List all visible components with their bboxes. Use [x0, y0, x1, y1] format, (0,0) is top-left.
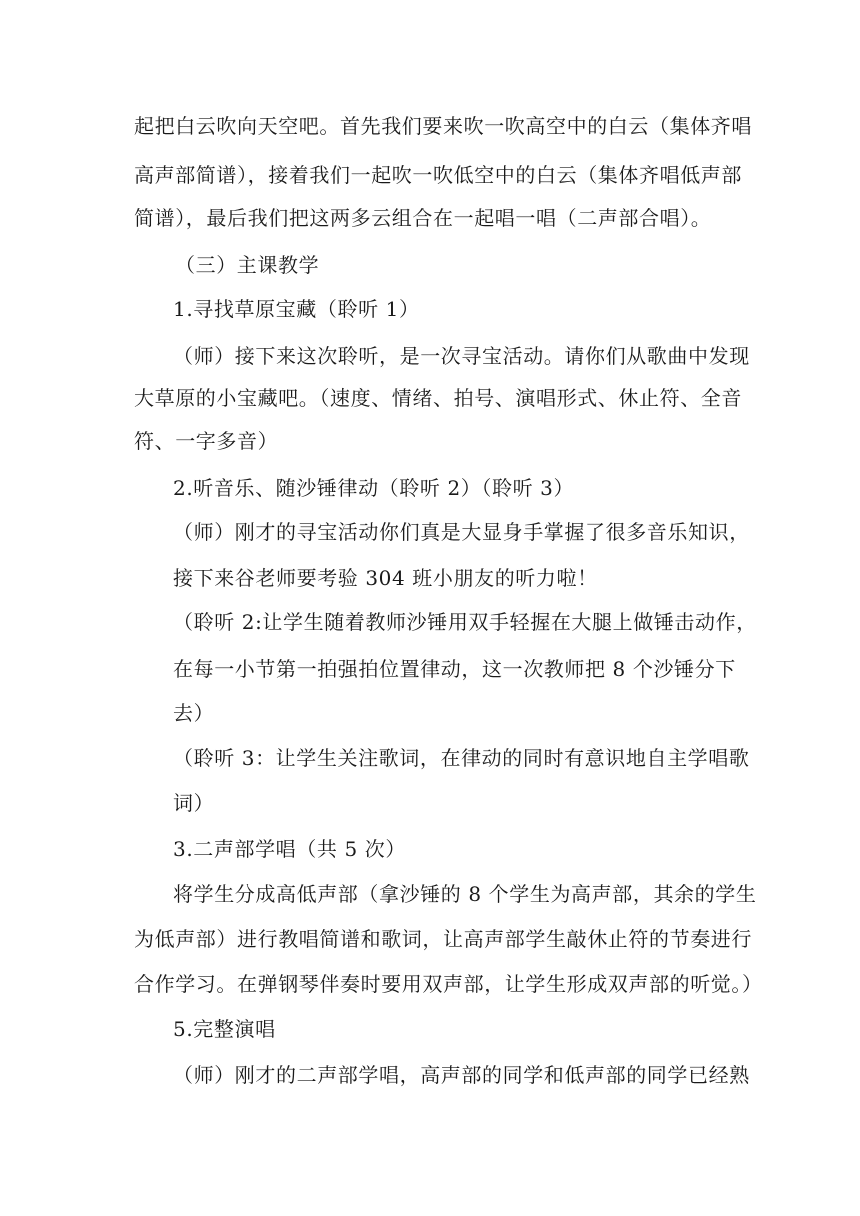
text-line: 去） — [173, 701, 215, 725]
text-line: （师）接下来这次聆听，是一次寻宝活动。请你们从歌曲中发现 — [173, 344, 750, 368]
subsection-heading: 5.完整演唱 — [173, 1017, 276, 1041]
text-line: 为低声部）进行教唱简谱和歌词，让高声部学生敲休止符的节奏进行 — [134, 927, 752, 951]
text-line: 符、一字多音） — [134, 429, 279, 453]
subsection-heading: 3.二声部学唱（共 5 次） — [173, 837, 406, 861]
text-line: （聆听 3：让学生关注歌词，在律动的同时有意识地自主学唱歌 — [173, 746, 750, 770]
text-line: （聆听 2:让学生随着教师沙锤用双手轻握在大腿上做锤击动作， — [173, 610, 757, 634]
subsection-heading: 1.寻找草原宝藏（聆听 1） — [173, 297, 420, 321]
text-line: 将学生分成高低声部（拿沙锤的 8 个学生为高声部，其余的学生 — [173, 882, 757, 906]
subsection-heading: 2.听音乐、随沙锤律动（聆听 2）（聆听 3） — [173, 476, 575, 500]
text-line: 合作学习。在弹钢琴伴奏时要用双声部，让学生形成双声部的听觉。） — [134, 972, 763, 996]
text-line: 大草原的小宝藏吧。（速度、情绪、拍号、演唱形式、休止符、全音 — [134, 386, 742, 410]
text-line: 在每一小节第一拍强拍位置律动，这一次教师把 8 个沙锤分下 — [173, 657, 736, 681]
text-line: 起把白云吹向天空吧。首先我们要来吹一吹高空中的白云（集体齐唱 — [134, 114, 752, 138]
text-line: 词） — [173, 791, 215, 815]
text-line: （师）刚才的二声部学唱，高声部的同学和低声部的同学已经熟 — [173, 1063, 750, 1087]
text-line: 接下来谷老师要考验 304 班小朋友的听力啦！ — [173, 566, 598, 590]
text-line: （师）刚才的寻宝活动你们真是大显身手掌握了很多音乐知识， — [173, 520, 750, 544]
section-heading: （三）主课教学 — [175, 253, 320, 277]
text-line: 高声部简谱），接着我们一起吹一吹低空中的白云（集体齐唱低声部 — [134, 163, 742, 187]
text-line: 简谱），最后我们把这两多云组合在一起唱一唱（二声部合唱）。 — [134, 206, 712, 230]
